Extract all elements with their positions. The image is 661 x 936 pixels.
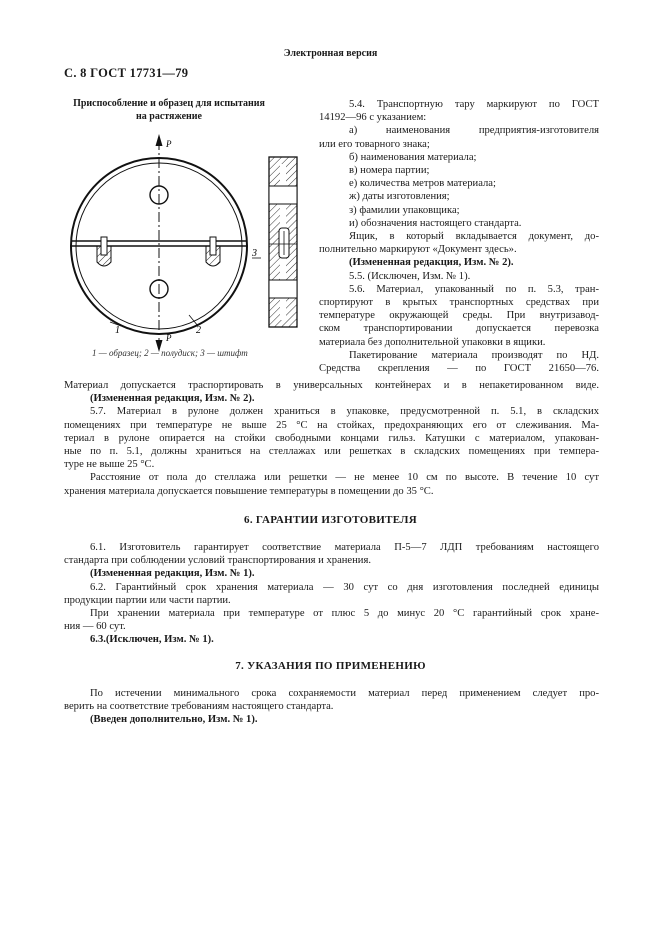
text-line: 5.7. Материал в рулоне должен храниться в упаковке, предусмотренной п. 5.1, в складских [90, 406, 599, 418]
text-line: 5.4. Транспортную тару маркируют по ГОСТ [349, 99, 599, 110]
text-line: помещениях при температуре не выше 25 °С на стойках, предохраняющих его от слеживания. Ма- [64, 419, 599, 431]
text-line: з) фамилии упаковщика; [349, 204, 460, 216]
text-line: 14192—96 с указанием: [319, 112, 427, 124]
text-line: полнительно маркируют «Документ здесь». [319, 244, 517, 256]
text-line: (Измененная редакция, Изм. № 2). [349, 257, 514, 269]
text-line: а) наименования предприятия-изготовителя [349, 125, 599, 137]
text-line: По истечении минимального срока сохраняемости материал перед применением следует про- [90, 688, 599, 699]
text-line: ные по п. 5.1, должны храниться на стеллажах или решетках в складских помещениях при темпера- [64, 446, 599, 458]
text-line: ском транспортировании допускается перевозка [319, 323, 599, 335]
text-line: температуре окружающей среды. При внутризавод- [319, 310, 599, 322]
text-line: Расстояние от пола до стеллажа или решетки — не менее 10 см по высоте. В течение 10 сут [90, 472, 599, 484]
figure-caption: 1 — образец; 2 — полудиск; 3 — штифт [92, 348, 248, 358]
text-line: или его товарного знака; [319, 138, 430, 150]
callout-2: 2 [196, 325, 201, 336]
side-view [269, 157, 297, 327]
electronic-version-label: Электронная версия [283, 48, 378, 59]
force-arrow-top [156, 134, 163, 146]
text-line: продукции партии или части партии. [64, 594, 231, 606]
text-line: спортируют в крытых транспортных средствах при [319, 297, 599, 309]
section-7-body [64, 687, 599, 727]
section-6-body [64, 541, 599, 647]
figure-title-line-1: Приспособление и образец для испытания [73, 98, 265, 109]
text-line: (Введен дополнительно, Изм. № 1). [90, 714, 258, 726]
text-line: 6.2. Гарантийный срок хранения материала — 30 сут со дня изготовления последней единицы [90, 581, 599, 593]
force-label-top: P [166, 139, 172, 149]
text-line: Средства скрепления — по ГОСТ 21650—76. [319, 363, 599, 375]
text-line: Ящик, в который вкладывается документ, до- [349, 231, 599, 243]
text-line: стандарта при соблюдении условий транспортирования и хранения. [64, 555, 371, 567]
text-line: (Измененная редакция, Изм. № 1). [90, 568, 255, 580]
text-line: 6.3.(Исключен, Изм. № 1). [90, 634, 214, 646]
text-line: верить на соответствие требованиям настоящего стандарта. [64, 701, 334, 713]
text-line: туре не выше 25 °С. [64, 459, 155, 471]
text-line: (Измененная редакция, Изм. № 2). [90, 393, 255, 405]
text-line: ж) даты изготовления; [349, 191, 450, 203]
text-line: б) наименования материала; [349, 151, 477, 163]
text-line: и) обозначения настоящего стандарта. [349, 217, 522, 229]
text-line: 6.1. Изготовитель гарантирует соответствие материала П-5—7 ЛДП требованиям настоящего [90, 542, 599, 553]
text-line: 5.5. (Исключен, Изм. № 1). [349, 270, 471, 282]
callout-3: 3 [252, 248, 257, 259]
text-line: в) номера партии; [349, 165, 430, 177]
figure-title-line-2: на растяжение [136, 111, 202, 122]
text-line: хранения материала допускается повышение температуры в помещении до 35 °С. [64, 485, 434, 497]
force-label-bottom: P [166, 333, 172, 343]
text-line: Пакетирование материала производят по НД. [349, 349, 599, 361]
storage-text-block [64, 379, 599, 498]
text-line: ния — 60 сут. [64, 621, 126, 633]
text-line: е) количества метров материала; [349, 178, 496, 190]
page-label: С. 8 ГОСТ 17731—79 [64, 66, 189, 80]
callout-1: 1 [115, 325, 120, 336]
text-line: Материал допускается траспортировать в универсальных контейнерах и в непакетированном виде. [64, 380, 599, 391]
right-column-text [319, 98, 599, 375]
text-line: 5.6. Материал, упакованный по п. 5.3, тран- [349, 283, 599, 295]
text-line: териал в рулоне опирается на стойки свободными концами гильз. Катушки с материалом, упакован- [64, 432, 599, 444]
text-line: При хранении материала при температуре от плюс 5 до минус 20 °С гарантийный срок хране- [90, 608, 599, 620]
text-line: материала без дополнительной упаковки в ящики. [319, 336, 546, 348]
section-7-heading: 7. УКАЗАНИЯ ПО ПРИМЕНЕНИЮ [235, 660, 426, 672]
section-6-heading: 6. ГАРАНТИИ ИЗГОТОВИТЕЛЯ [244, 514, 417, 526]
